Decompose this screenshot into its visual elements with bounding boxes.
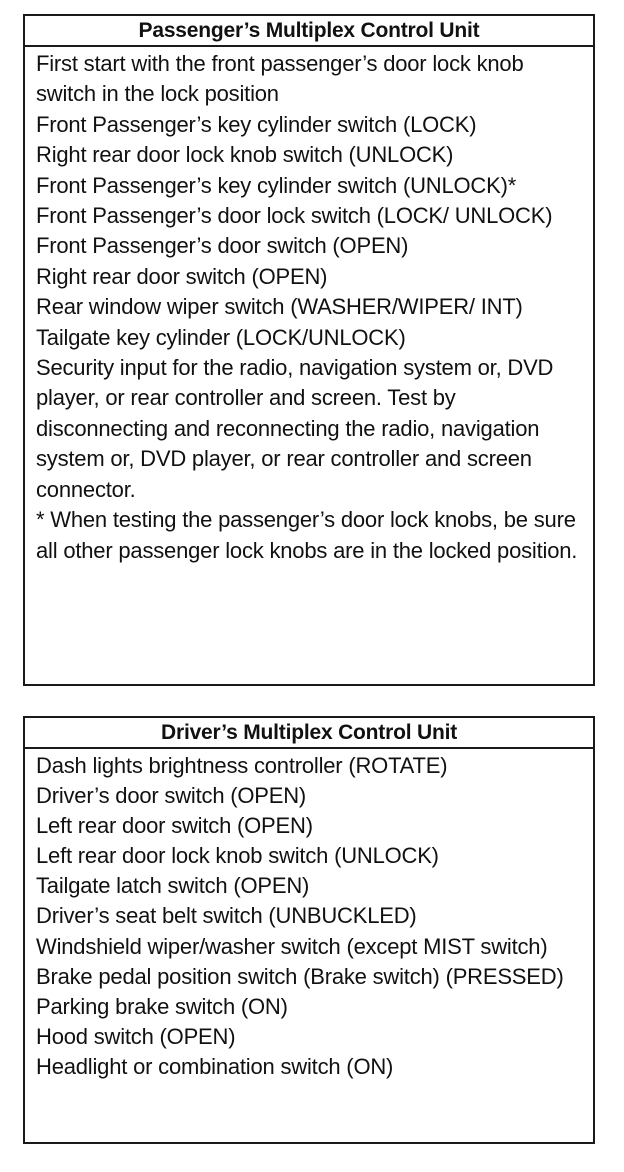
driver-item-hood-switch: Hood switch (OPEN) xyxy=(36,1023,236,1049)
driver-item-windshield-wiper: Windshield wiper/washer switch (except MIST switch) xyxy=(36,933,548,959)
driver-item-seat-belt: Driver’s seat belt switch (UNBUCKLED) xyxy=(36,903,417,929)
passenger-unit-item-list xyxy=(25,47,593,566)
passenger-item-right-rear-door-switch: Right rear door switch (OPEN) xyxy=(36,263,328,289)
driver-unit-title: Driver’s Multiplex Control Unit xyxy=(25,718,593,749)
passenger-item-door-lock-switch: Front Passenger’s door lock switch (LOCK/ UNLOCK) xyxy=(36,203,553,229)
passenger-unit-title: Passenger’s Multiplex Control Unit xyxy=(25,16,593,47)
driver-item-door-switch: Driver’s door switch (OPEN) xyxy=(36,783,307,809)
passenger-item-key-cylinder-unlock: Front Passenger’s key cylinder switch (UNLOCK)* xyxy=(36,172,517,198)
driver-item-brake-pedal: Brake pedal position switch (Brake switch) (PRESSED) xyxy=(36,963,564,989)
driver-multiplex-control-unit-table xyxy=(23,716,595,1144)
driver-unit-item-list xyxy=(25,749,593,1082)
driver-item-tailgate-latch: Tailgate latch switch (OPEN) xyxy=(36,873,310,899)
passenger-unit-footnote: * When testing the passenger’s door lock knobs, be sure all other passenger lock knobs are in the locked position. xyxy=(36,507,578,563)
driver-item-dash-lights: Dash lights brightness controller (ROTATE) xyxy=(36,753,448,778)
passenger-item-security-input: Security input for the radio, navigation system or, DVD player, or rear controller and screen. Test by disconnecting and reconnecting the radio, navigation system or, DVD player, or rear controller and screen connector. xyxy=(36,355,554,502)
driver-item-headlight-switch: Headlight or combination switch (ON) xyxy=(36,1053,394,1079)
passenger-item-rear-wiper-switch: Rear window wiper switch (WASHER/WIPER/ INT) xyxy=(36,294,523,320)
passenger-item-door-switch: Front Passenger’s door switch (OPEN) xyxy=(36,233,409,259)
driver-item-parking-brake: Parking brake switch (ON) xyxy=(36,993,288,1019)
driver-item-left-rear-door-switch: Left rear door switch (OPEN) xyxy=(36,813,313,839)
passenger-item-key-cylinder-lock: Front Passenger’s key cylinder switch (LOCK) xyxy=(36,111,477,137)
driver-item-left-rear-lock-knob: Left rear door lock knob switch (UNLOCK) xyxy=(36,843,439,869)
passenger-item-right-rear-lock-knob: Right rear door lock knob switch (UNLOCK) xyxy=(36,142,454,168)
passenger-item-tailgate-key-cylinder: Tailgate key cylinder (LOCK/UNLOCK) xyxy=(36,324,406,350)
passenger-multiplex-control-unit-table xyxy=(23,14,595,686)
passenger-item-first-start: First start with the front passenger’s door lock knob switch in the lock position xyxy=(36,51,524,107)
